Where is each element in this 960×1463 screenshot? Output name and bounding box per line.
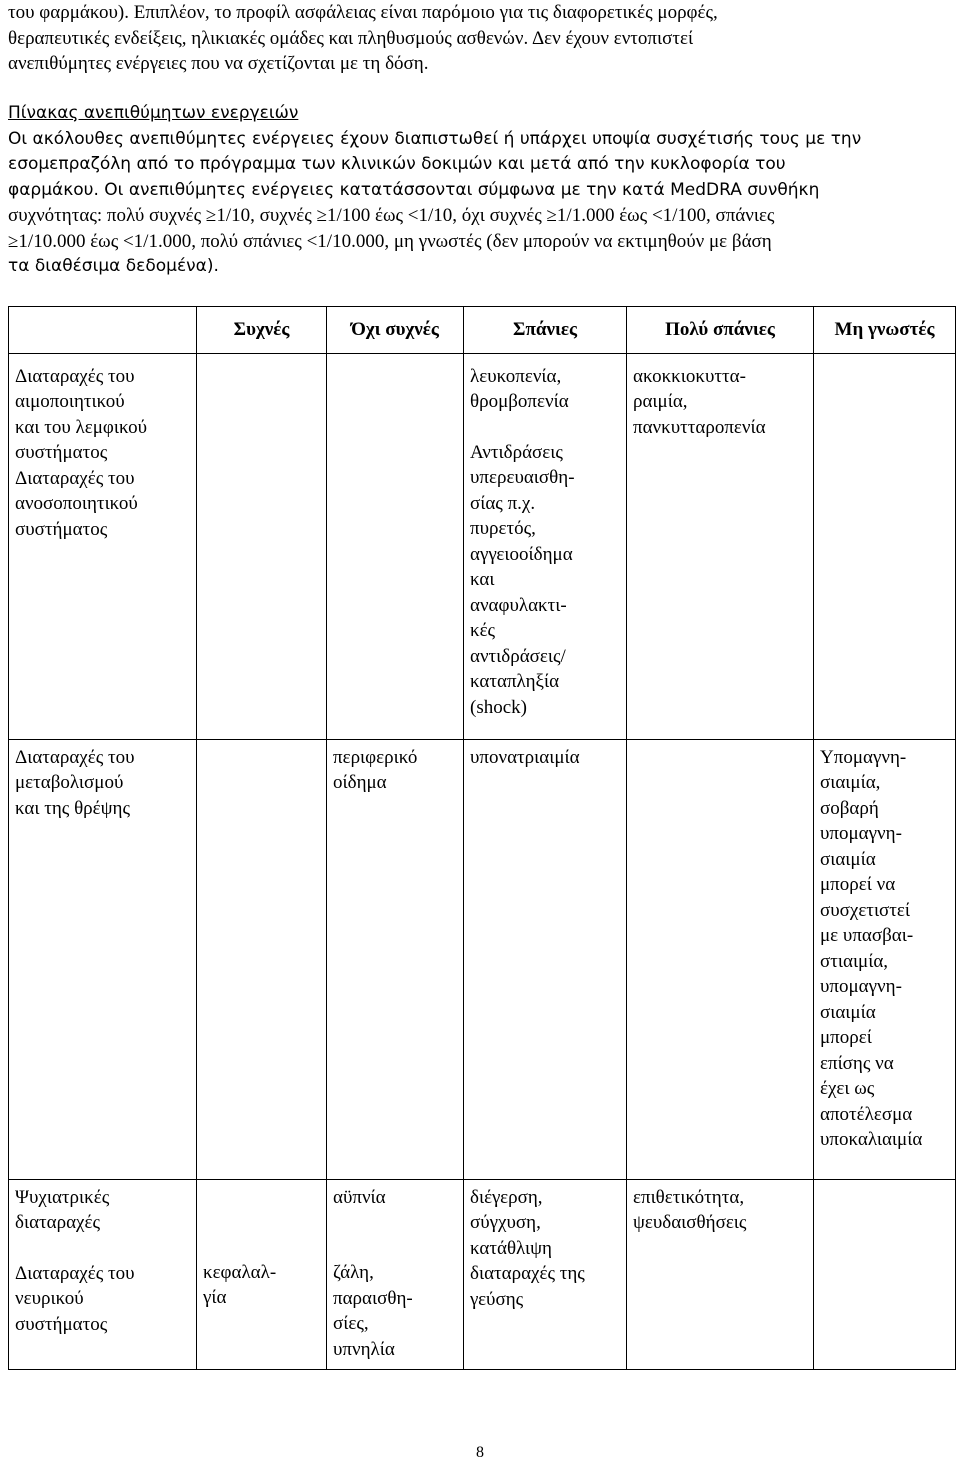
cell-line: πανκυτταροπενία [633, 416, 766, 438]
intro-paragraph [8, 0, 943, 77]
header-unknown: Μη γνωστές [814, 307, 956, 354]
soc-cell [9, 739, 197, 1179]
cell-line: σύγχυση, [470, 1212, 541, 1233]
rare-cell [464, 739, 627, 1179]
cell-line: με υπασβαι- [820, 925, 914, 946]
cell-line: αγγειοοίδημα [470, 543, 573, 565]
cell-line: συσχετιστεί [820, 899, 911, 921]
cell-line: κατάθλιψη [470, 1237, 552, 1259]
cell-line: σίες, [333, 1313, 369, 1334]
spacer [15, 1236, 190, 1261]
adverse-reactions-table [8, 306, 956, 1370]
adverse-reactions-section [8, 101, 943, 280]
very-rare-cell [627, 1179, 814, 1369]
intro-line: του φαρμάκου). Επιπλέον, το προφίλ ασφάλειας είναι παρόμοιο για τις διαφορετικές μορφές, [8, 2, 718, 23]
cell-line: Υπομαγνη- [820, 746, 907, 768]
cell-line: θρομβοπενία [470, 391, 569, 412]
soc-line: διαταραχές [15, 1212, 100, 1233]
section-line: τα διαθέσιμα δεδομένα). [8, 256, 219, 276]
soc-line: Διαταραχές του [15, 467, 135, 489]
cell-line: γία [203, 1287, 227, 1308]
cell-line: αποτέλεσμα [820, 1103, 913, 1125]
cell-line: μπορεί να [820, 874, 896, 895]
uncommon-cell [327, 739, 464, 1179]
cell-line: οίδημα [333, 772, 387, 793]
cell-line: πυρετός, [470, 518, 536, 539]
soc-line: Διαταραχές του [15, 1262, 135, 1284]
very-rare-cell [627, 739, 814, 1179]
section-heading: Πίνακας ανεπιθύμητων ενεργειών [8, 103, 299, 123]
section-line: φαρμάκου. Οι ανεπιθύμητες ενέργειες κατατάσσονται σύμφωνα με την κατά MedDRA συνθήκη [8, 179, 820, 200]
spacer [203, 1235, 320, 1260]
unknown-cell [814, 739, 956, 1179]
unknown-cell [814, 353, 956, 739]
header-rare: Σπάνιες [464, 307, 627, 354]
unknown-cell [814, 1179, 956, 1369]
cell-line: ψευδαισθήσεις [633, 1212, 747, 1233]
header-blank [9, 307, 197, 354]
cell-line: ακοκκιοκυττα- [633, 365, 746, 387]
cell-line: σοβαρή [820, 797, 879, 819]
cell-line: γεύσης [470, 1288, 524, 1310]
cell-line: περιφερικό [333, 746, 418, 768]
cell-line: υπερευαισθη- [470, 467, 575, 488]
cell-line: υπομαγνη- [820, 823, 902, 844]
table-row [9, 353, 956, 739]
cell-line: λευκοπενία, [470, 365, 562, 387]
common-cell [197, 353, 327, 739]
page-number: 8 [476, 1444, 484, 1461]
section-line: εσομεπραζόλη από το πρόγραμμα των κλινικών δοκιμών και μετά από την κυκλοφορία του [8, 154, 786, 174]
header-uncommon: Όχι συχνές [327, 307, 464, 354]
cell-line: παραισθη- [333, 1287, 413, 1309]
intro-line: ανεπιθύμητες ενέργειες που να σχετίζονται με τη δόση. [8, 53, 429, 74]
soc-line: αιμοποιητικού [15, 391, 125, 412]
cell-line: επιθετικότητα, [633, 1186, 745, 1208]
uncommon-cell [327, 1179, 464, 1369]
cell-line: υποκαλιαιμία [820, 1129, 923, 1150]
table-header-row [9, 307, 956, 354]
soc-line: συστήματος [15, 442, 108, 463]
cell-line: κές [470, 620, 496, 641]
cell-line: επίσης να [820, 1052, 894, 1074]
spacer [203, 1185, 320, 1210]
cell-line: σιαιμία, [820, 772, 881, 793]
cell-line: υπομαγνη- [820, 976, 902, 997]
soc-line: Ψυχιατρικές [15, 1186, 110, 1208]
header-common: Συχνές [197, 307, 327, 354]
soc-line: Διαταραχές του [15, 365, 135, 387]
soc-line: συστήματος [15, 1313, 108, 1335]
common-cell [197, 1179, 327, 1369]
soc-cell [9, 353, 197, 739]
soc-line: και της θρέψης [15, 797, 130, 819]
soc-line: νευρικού [15, 1288, 84, 1309]
cell-line: σιαιμία [820, 848, 876, 870]
cell-line: και [470, 569, 495, 590]
spacer [470, 415, 620, 440]
header-very-rare: Πολύ σπάνιες [627, 307, 814, 354]
cell-line: καταπληξία [470, 671, 560, 692]
cell-line: αντιδράσεις/ [470, 645, 566, 667]
table-row [9, 1179, 956, 1369]
table-row [9, 739, 956, 1179]
cell-line: υπνηλία [333, 1338, 395, 1360]
uncommon-cell [327, 353, 464, 739]
cell-line: σίας π.χ. [470, 492, 536, 514]
cell-line: μπορεί [820, 1027, 872, 1048]
rare-cell [464, 353, 627, 739]
cell-line: έχει ως [820, 1078, 875, 1099]
cell-line: Αντιδράσεις [470, 441, 563, 463]
cell-line: αϋπνία [333, 1186, 386, 1208]
cell-line: (shock) [470, 696, 527, 718]
section-line: ≥1/10.000 έως <1/1.000, πολύ σπάνιες <1/10.000, μη γνωστές (δεν μπορούν να εκτιμηθούν με βάση [8, 230, 772, 252]
rare-cell [464, 1179, 627, 1369]
soc-line: μεταβολισμού [15, 772, 124, 793]
soc-line: και του λεμφικού [15, 416, 148, 438]
cell-line: διαταραχές της [470, 1263, 585, 1284]
cell-line: αναφυλακτι- [470, 594, 567, 616]
soc-line: συστήματος [15, 518, 108, 540]
cell-line: σιαιμία [820, 1001, 876, 1023]
soc-line: ανοσοποιητικού [15, 493, 138, 514]
intro-line: θεραπευτικές ενδείξεις, ηλικιακές ομάδες και πληθυσμούς ασθενών. Δεν έχουν εντοπιστεί [8, 27, 694, 49]
very-rare-cell [627, 353, 814, 739]
cell-line: διέγερση, [470, 1186, 543, 1208]
spacer [203, 1210, 320, 1235]
soc-cell [9, 1179, 197, 1369]
spacer [333, 1235, 457, 1260]
cell-line: ραιμία, [633, 391, 688, 412]
common-cell [197, 739, 327, 1179]
soc-line: Διαταραχές του [15, 746, 135, 768]
cell-line: στιαιμία, [820, 950, 889, 972]
cell-line: ζάλη, [333, 1262, 374, 1283]
spacer [333, 1210, 457, 1235]
cell-line: κεφαλαλ- [203, 1261, 277, 1283]
section-line: συχνότητας: πολύ συχνές ≥1/10, συχνές ≥1/100 έως <1/10, όχι συχνές ≥1/1.000 έως <1/100, σπάνιες [8, 205, 775, 226]
cell-line: υπονατριαιμία [470, 746, 580, 768]
section-line: Οι ακόλουθες ανεπιθύμητες ενέργειες έχουν διαπιστωθεί ή υπάρχει υποψία συσχέτισής τους με την [8, 128, 862, 149]
